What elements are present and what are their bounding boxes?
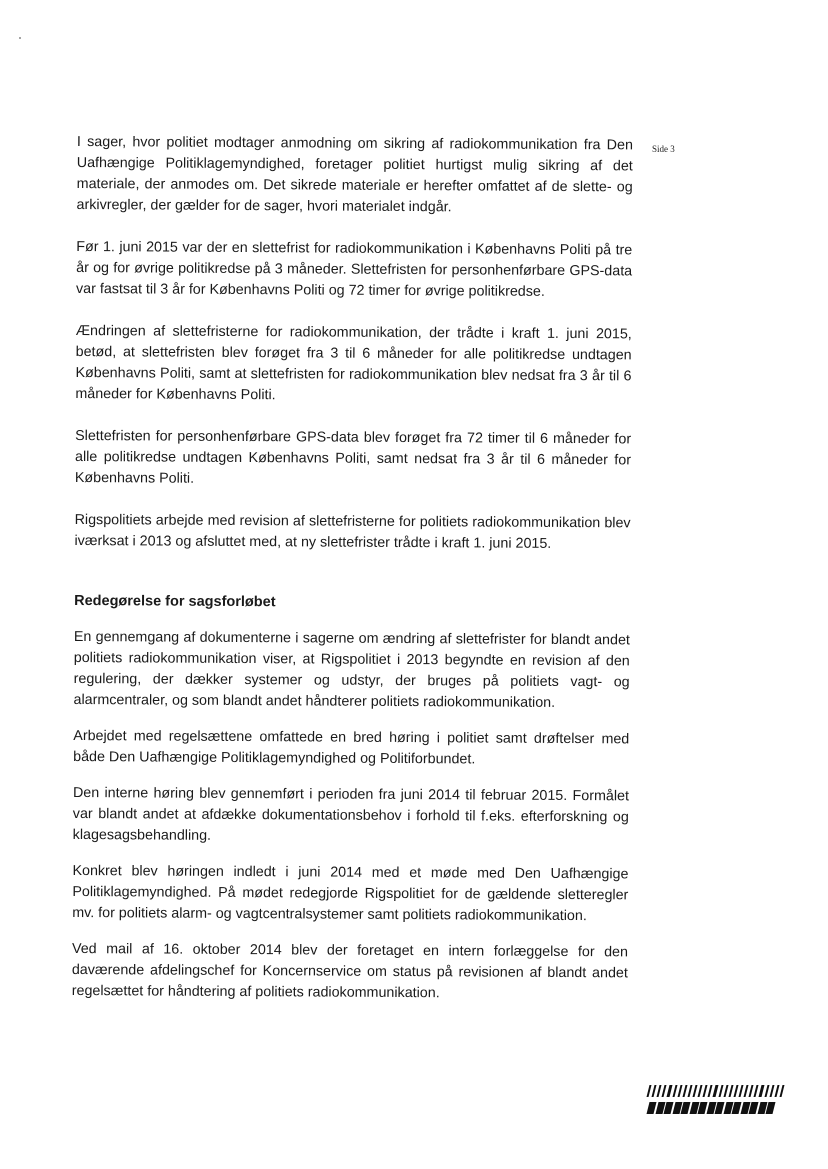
paragraph-foer-2015: Før 1. juni 2015 var der en slettefrist for radiokommunikation i Københavns Politi på tre år og for øvrige politikredse på 3 måneder. Slettefristen for personhenførbare GPS-data var fastsat til 3 år for Københavns Politi og 72 timer for øvrige politikredse. <box>75 238 633 300</box>
paragraph-intern-hoering: Den interne høring blev gennemført i perioden fra juni 2014 til februar 2015. Formålet var blandt andet at afdække dokumentationsbehov i forhold til f.eks. efterforskning og klagesagsbehandling. <box>72 784 630 844</box>
paragraph-gps-data: Slettefristen for personhenførbare GPS-data blev forøget fra 72 timer til 6 måneder for alle politikredse undtagen Københavns Politi, samt nedsat fra 3 år til 6 måneder for Københavns Politi. <box>74 427 632 487</box>
paragraph-mail: Ved mail af 16. oktober 2014 blev der foretaget en intern forlæggelse for den daværende afdelingschef for Koncernservice om status på revisionen af blandt andet regelsættet for håndtering af politiets radiokommunikation. <box>71 940 629 1002</box>
barcode-top-row <box>647 1085 785 1097</box>
document-body <box>72 132 633 1020</box>
page-number: Side 3 <box>652 144 675 154</box>
paragraph-hoering: Arbejdet med regelsættene omfattede en bred høring i politiet samt drøftelser med både Den Uafhængige Politiklagemyndighed og Politiforbundet. <box>73 727 630 768</box>
paragraph-moede: Konkret blev høringen indledt i juni 2014 med et møde med Den Uafhængige Politiklagemyndighed. På mødet redegjorde Rigspolitiet for de gældende sletteregler mv. for politiets alarm- og vagtcentralsystemer samt politiets radiokommunikation. <box>72 862 629 925</box>
scan-barcode <box>648 1085 783 1119</box>
paragraph-aendringen: Ændringen af slettefristerne for radiokommunikation, der trådte i kraft 1. juni 2015, betød, at slettefristen blev forøget fra 3 til 6 måneder for alle politikredse undtagen Københavns Politi, samt at slettefristen for radiokommunikation blev nedsat fra 3 år til 6 måneder for Københavns Politi. <box>75 322 632 404</box>
paragraph-revision: Rigspolitiets arbejde med revision af slettefristerne for politiets radiokommunikation blev iværksat i 2013 og afsluttet med, at ny slettefrister trådte i kraft 1. juni 2015. <box>74 511 631 552</box>
paragraph-sikring: I sager, hvor politiet modtager anmodning om sikring af radiokommunikation fra Den Uafhængige Politiklagemyndighed, foretager politiet hurtigst mulig sikring af det materiale, der anmodes om. Det sikrede materiale er herefter omfattet af de slette- og arkivregler, der gælder for de sager, hvori materialet indgår. <box>76 133 633 216</box>
paragraph-gennemgang: En gennemgang af dokumenterne i sagerne om ændring af slettefrister for blandt andet politiets radiokommunikation viser, at Rigspolitiet i 2013 begyndte en revision af den regulering, der dækker systemer og udstyr, der bruges på politiets vagt- og alarmcentraler, og som blandt andet håndterer politiets radiokommunikation. <box>73 628 630 711</box>
scan-speck <box>19 37 21 39</box>
section-heading: Redegørelse for sagsforløbet <box>74 592 276 611</box>
barcode-bottom-row <box>647 1102 785 1114</box>
